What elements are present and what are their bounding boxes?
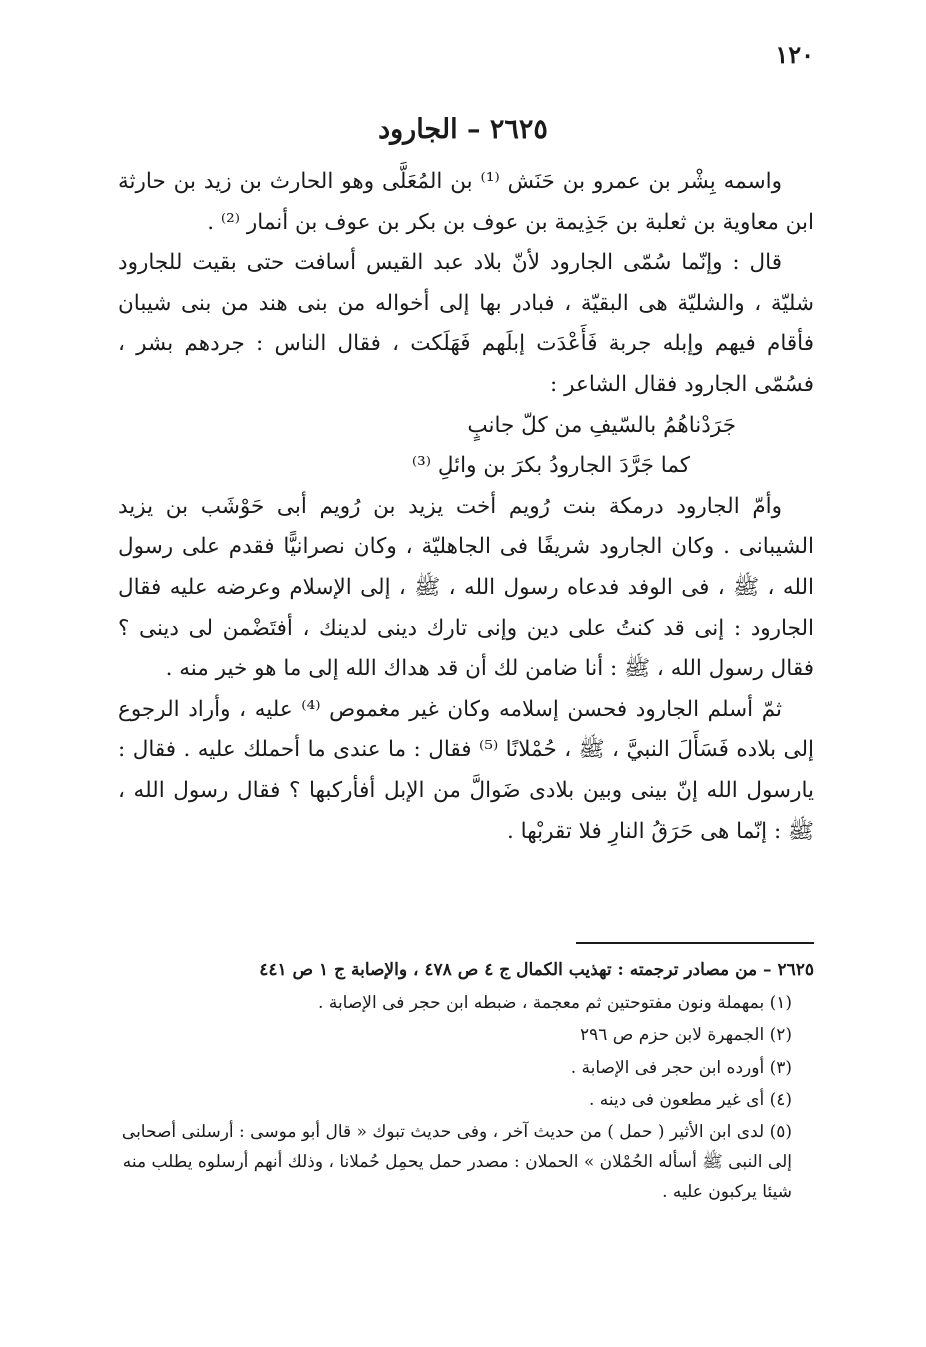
- page-number: ١٢٠: [775, 40, 814, 69]
- poem-verse-1: جَرَدْناهُمُ بالسّيفِ من كلّ جانبٍ: [467, 412, 736, 438]
- footnote-4: (٤) أى غير مطعون فى دينه .: [588, 1090, 792, 1110]
- sources-note: ٢٦٢٥ – من مصادر ترجمته : تهذيب الكمال ج ٤ ص ٤٧٨ ، والإصابة ج ١ ص ٤٤١: [259, 960, 814, 980]
- footnote-3: (٣) أورده ابن حجر فى الإصابة .: [570, 1057, 792, 1078]
- footnote-2: (٢) الجمهرة لابن حزم ص ٢٩٦: [579, 1025, 792, 1045]
- paragraph-name-origin: قال : وإنّما سُمّى الجارود لأنّ بلاد عبد القيس أسافت حتى بقيت للجارود شليّة ، والشليّة هى البقيّة ، فبادر بها إلى أخواله من بنى هند من بنى شيبان فأقام فيهم وإبله جربة فَأَعْدَت إبلَهم فَهَلَكت ، فقال الناس : جردهم بشر ، فسُمّى الجارود فقال الشاعر :: [118, 250, 814, 397]
- paragraph-lineage: واسمه بِشْر بن عمرو بن حَنَش ⁽¹⁾ بن المُعَلَّى وهو الحارث بن زيد بن حارثة ابن معاوية بن ثعلبة بن جَذِيمة بن عوف بن بكر بن عوف بن أنمار ⁽²⁾ .: [118, 169, 814, 235]
- paragraph-return: ثمّ أسلم الجارود فحسن إسلامه وكان غير مغموص ⁽⁴⁾ عليه ، وأراد الرجوع إلى بلاده فَسَأَلَ النبيَّ ، ﷺ ، حُمْلانًا ⁽⁵⁾ فقال : ما عندى ما أحملك عليه . فقال : يارسول الله إنّ بينى وبين بلادى ضَوالَّ من الإبل أفأركبها ؟ فقال رسول الله ، ﷺ : إنّما هى حَرَقُ النارِ فلا تقربْها .: [118, 696, 814, 844]
- entry-body: [118, 162, 814, 852]
- footnote-5: (٥) لدى ابن الأثير ( حمل ) من حديث آخر ، وفى حديث تبوك « قال أبو موسى : أرسلنى أصحابى إلى النبى ﷺ أسأله الحُمْلان » الحملان : مصدر حمل يحمِل حُملانا ، وذلك أنهم أرسلوه يطلب منه شيئا يركبون عليه .: [121, 1121, 792, 1202]
- footnote-divider: [576, 942, 814, 944]
- poem-verse-2: كما جَرَّدَ الجارودُ بكرَ بن وائلِ ⁽³⁾: [411, 453, 690, 479]
- footnote-1: (١) بمهملة ونون مفتوحتين ثم معجمة ، ضبطه ابن حجر فى الإصابة .: [318, 992, 792, 1013]
- paragraph-mother-and-islam: وأمّ الجارود درمكة بنت رُويم أخت يزيد بن رُويم أبى حَوْشَب بن يزيد الشيبانى . وكان الجارود شريفًا فى الجاهليّة ، وكان نصرانيًّا فقدم على رسول الله ، ﷺ ، فى الوفد فدعاه رسول الله ، ﷺ ، إلى الإسلام وعرضه عليه فقال الجارود : إنى قد كنتُ على دين وإنى تارك دينى لدينك ، أفتَضْمن لى دينى ؟ فقال رسول الله ، ﷺ : أنا ضامن لك أن قد هداك الله إلى ما هو خير منه .: [118, 493, 814, 682]
- footnotes: [118, 954, 814, 1207]
- entry-heading: ٢٦٢٥ – الجارود: [378, 114, 548, 145]
- poem: [118, 406, 814, 487]
